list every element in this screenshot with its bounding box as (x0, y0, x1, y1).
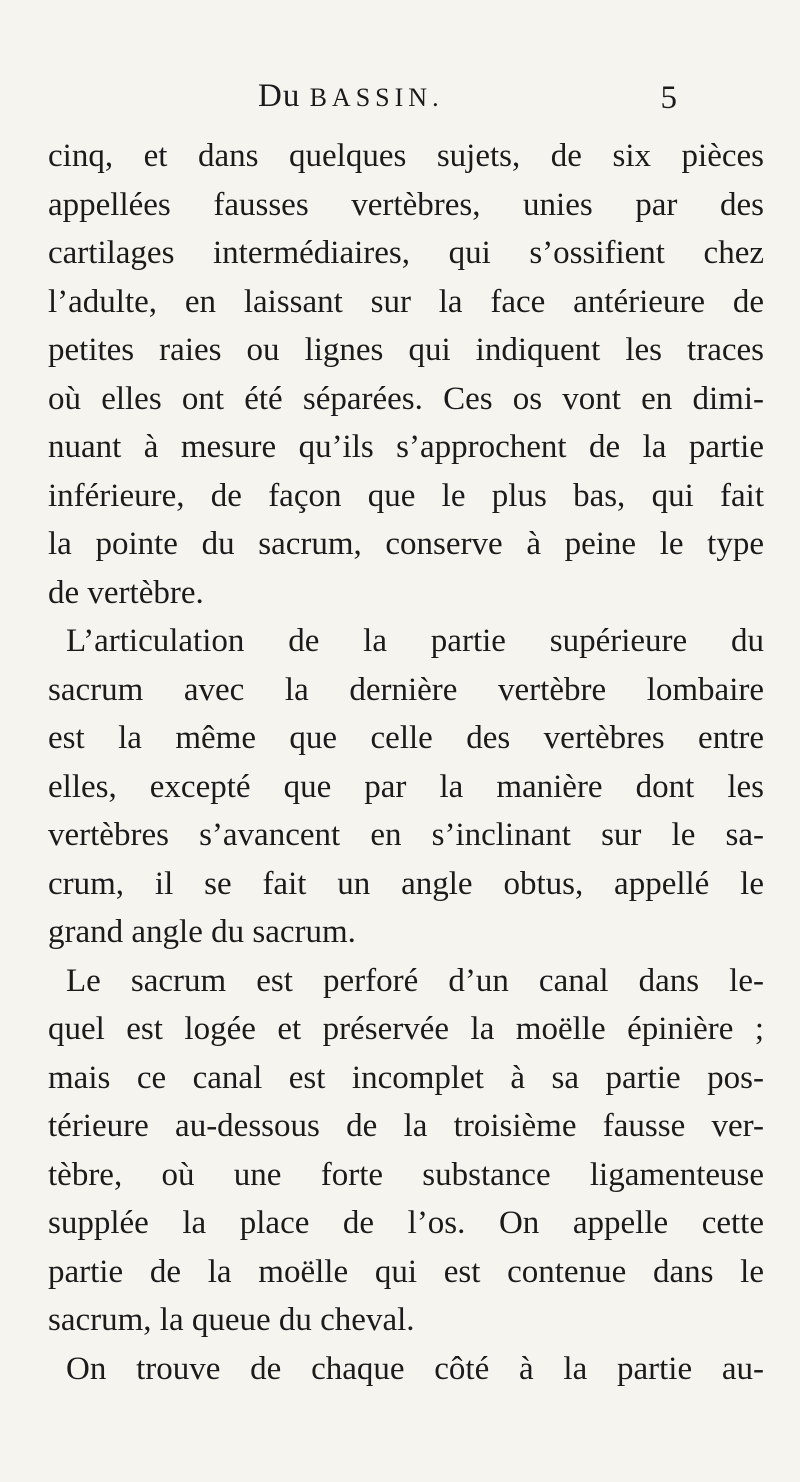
text-line: l’adulte, en laissant sur la face antérieure de (48, 283, 764, 320)
text-line: nuant à mesure qu’ils s’approchent de la partie (48, 429, 764, 465)
text-line: On trouve de chaque côté à la partie au- (66, 1350, 764, 1387)
text-line: grand angle du sacrum. (48, 914, 356, 950)
running-title-bassin: BASSIN. (309, 83, 444, 112)
text-line: sacrum avec la dernière vertèbre lombaire (48, 671, 764, 708)
text-line: quel est logée et préservée la moëlle épinière ; (48, 1011, 764, 1047)
text-line: la pointe du sacrum, conserve à peine le type (48, 526, 764, 562)
text-line: appellées fausses vertèbres, unies par des (48, 186, 764, 223)
text-line: térieure au-dessous de la troisième fausse ver- (48, 1108, 764, 1144)
paragraph (48, 132, 764, 617)
paragraph (48, 957, 764, 1345)
text-line: cinq, et dans quelques sujets, de six pièces (48, 138, 764, 174)
text-line: petites raies ou lignes qui indiquent les traces (48, 332, 764, 368)
text-line: sacrum, la queue du cheval. (48, 1302, 415, 1338)
text-line: supplée la place de l’os. On appelle cette (48, 1205, 764, 1241)
text-line: crum, il se fait un angle obtus, appellé le (48, 865, 764, 902)
page-number: 5 (660, 80, 678, 116)
text-line: cartilages intermédiaires, qui s’ossifient chez (48, 235, 764, 271)
text-line: où elles ont été séparées. Ces os vont en dimi- (48, 380, 764, 417)
text-line: elles, excepté que par la manière dont les (48, 768, 764, 805)
text-line: Le sacrum est perforé d’un canal dans le- (66, 962, 764, 999)
page-header (258, 78, 678, 128)
text-line: tèbre, où une forte substance ligamenteuse (48, 1156, 764, 1193)
text-line: vertèbres s’avancent en s’inclinant sur le sa- (48, 817, 764, 853)
text-line: L’articulation de la partie supérieure du (66, 623, 764, 659)
text-line: inférieure, de façon que le plus bas, qui fait (48, 477, 764, 514)
text-line: mais ce canal est incomplet à sa partie pos- (48, 1059, 764, 1096)
text-line: partie de la moëlle qui est contenue dans le (48, 1253, 764, 1290)
text-line: de vertèbre. (48, 574, 204, 611)
paragraph (48, 1345, 764, 1394)
paragraph (48, 617, 764, 957)
running-title-du: Du (258, 78, 310, 114)
running-title (258, 78, 444, 115)
text-line: est la même que celle des vertèbres entre (48, 720, 764, 756)
body-text (48, 132, 764, 1393)
